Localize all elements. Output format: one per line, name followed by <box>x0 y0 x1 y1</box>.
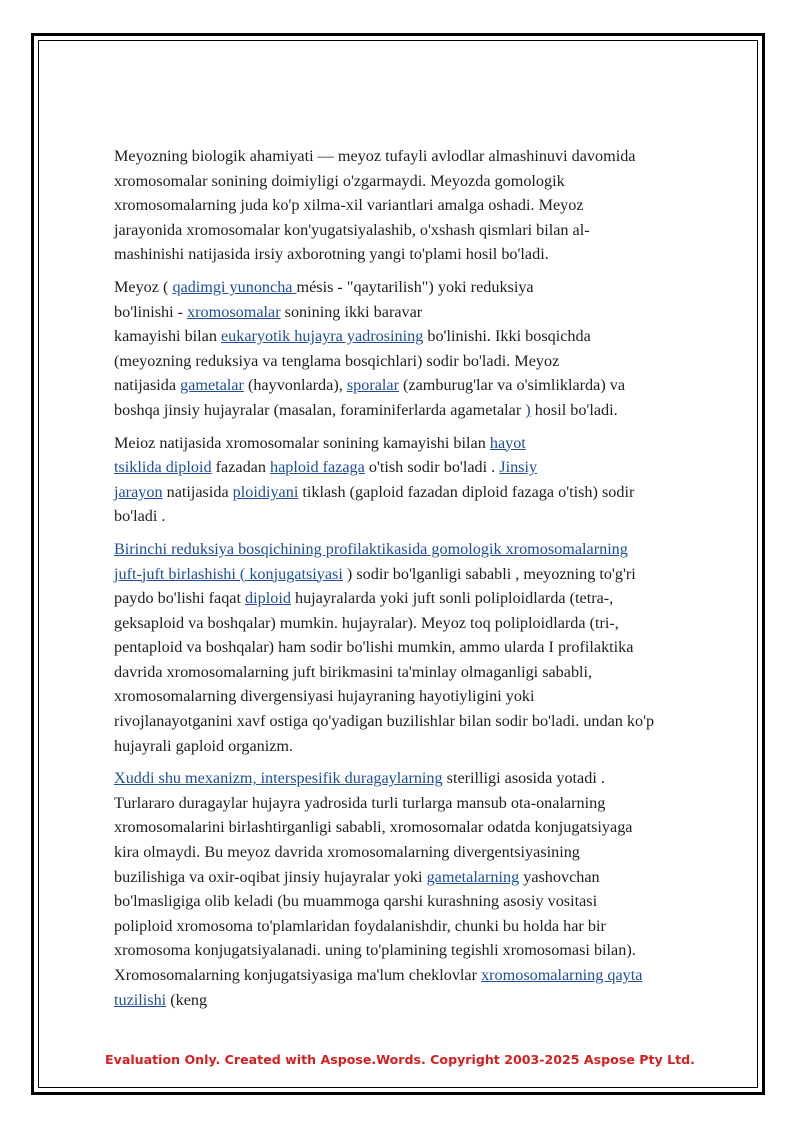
link-ploidy[interactable]: ploidiyani <box>232 482 299 501</box>
link-haploid-phase[interactable]: haploid fazaga <box>270 458 365 477</box>
link-diploid[interactable]: diploid <box>245 589 291 608</box>
link-eukaryotic-nucleus[interactable]: eukaryotik hujayra yadrosining <box>221 327 424 346</box>
link-first-reduction-prophase[interactable]: Birinchi reduksiya bosqichining profilaktikasida gomologik xromosomalarning <box>114 539 628 558</box>
link-spores[interactable]: sporalar <box>346 376 399 395</box>
link-agametes[interactable]: ) <box>525 400 531 419</box>
link-sexual[interactable]: Jinsiy <box>499 458 538 477</box>
link-interspecific-hybrids[interactable]: Xuddi shu mexanizm, interspesifik duragaylarning <box>114 769 443 788</box>
link-life-cycle[interactable]: hayot <box>489 433 526 452</box>
paragraph-biological-significance: Meyozning biologik ahamiyati — meyoz tufayli avlodlar almashinuvi davomida xromosomalar sonining doimiyligi o'zgarmaydi. Meyozda gomologik xromosomalarning juda ko'p xilma-xil variantlari amalga oshadi. Meyoz jarayonida xromosomalar kon'yugatsiyalashib, o'xshash qismlari bilan al- mashinishi natijasida irsiy axborotning yangi to'plami hosil bo'ladi. <box>114 147 636 264</box>
link-pairwise-conjugation[interactable]: juft-juft birlashishi ( konjugatsiyasi <box>114 564 343 583</box>
link-structure[interactable]: tuzilishi <box>114 990 167 1009</box>
evaluation-watermark-footer: Evaluation Only. Created with Aspose.Words. Copyright 2003-2025 Aspose Pty Ltd. <box>105 1052 695 1067</box>
link-chromosome-rearrangement[interactable]: xromosomalarning qayta <box>481 966 643 984</box>
link-gametes-2[interactable]: gametalarning <box>426 867 520 886</box>
link-chromosomes[interactable]: xromosomalar <box>187 302 281 321</box>
paragraph-chromosome-reduction: Meioz natijasida xromosomalar sonining kamayishi bilan hayot tsiklida diploid fazadan haploid fazaga o'tish sodir bo'ladi . Jinsiy jarayon natijasida ploidiyani tiklash (gaploid fazadan diploid fazaga o'tish) sodir bo'ladi . <box>114 433 635 526</box>
link-diploid-cycle[interactable]: tsiklida diploid <box>114 458 212 477</box>
link-gametes[interactable]: gametalar <box>180 376 244 395</box>
paragraph-hybrid-sterility: Xuddi shu mexanizm, interspesifik duragaylarning sterilligi asosida yotadi . Turlararo duragaylar hujayra yadrosida turli turlarga mansub ota-onalarning xromosomalarini birlashtirganligi sababli, xromosomalar odatda konjugatsiyaga kira olmaydi. Bu meyoz davrida xromosomalarning divergentsiyasining buzilishiga va oxir-oqibat jinsiy hujayralar yoki gametalarning yashovchan bo'lmasligiga olib keladi (bu muammoga qarshi kurashning asosiy vositasi poliploid xromosoma to'plamlaridan foydalanishdir, chunki bu holda har bir xromosoma konjugatsiyalanadi. uning to'plamining tegishli xromosomasi bilan). Xromosomalarning konjugatsiyasiga ma'lum cheklovlar xromosomalarning qayta tuzilishi (keng <box>114 769 643 1009</box>
link-process[interactable]: jarayon <box>114 482 163 501</box>
document-body <box>114 144 746 1020</box>
link-ancient-greek[interactable]: qadimgi yunoncha <box>172 277 297 296</box>
paragraph-meiosis-definition: Meyoz ( qadimgi yunoncha mésis - "qaytarilish") yoki reduksiya bo'linishi - xromosomalar sonining ikki baravar kamayishi bilan eukaryotik hujayra yadrosining bo'linishi. Ikki bosqichda (meyozning reduksiya va tenglama bosqichlari) sodir bo'ladi. Meyoz natijasida gametalar (hayvonlarda), sporalar (zamburug'lar va o'simliklarda) va boshqa jinsiy hujayralar (masalan, foraminiferlarda agametalar ) hosil bo'ladi. <box>114 277 626 419</box>
paragraph-prophase-conjugation: Birinchi reduksiya bosqichining profilaktikasida gomologik xromosomalarning juft-juft birlashishi ( konjugatsiyasi ) sodir bo'lganligi sababli , meyozning to'g'ri paydo bo'lishi faqat diploid hujayralarda yoki juft sonli poliploidlarda (tetra-, geksaploid va boshqalar) mumkin. hujayralar). Meyoz toq poliploidlarda (tri-, pentaploid va boshqalar) ham sodir bo'lishi mumkin, ammo ularda I profilaktika davrida xromosomalarning juft birikmasini ta'minlay olmaganligi sababli, xromosomalarning divergensiyasi hujayraning hayotiyligini yoki rivojlanayotganini xavf ostiga qo'yadigan buzilishlar bilan sodir bo'ladi. undan ko'p hujayrali gaploid organizm. <box>114 539 655 755</box>
